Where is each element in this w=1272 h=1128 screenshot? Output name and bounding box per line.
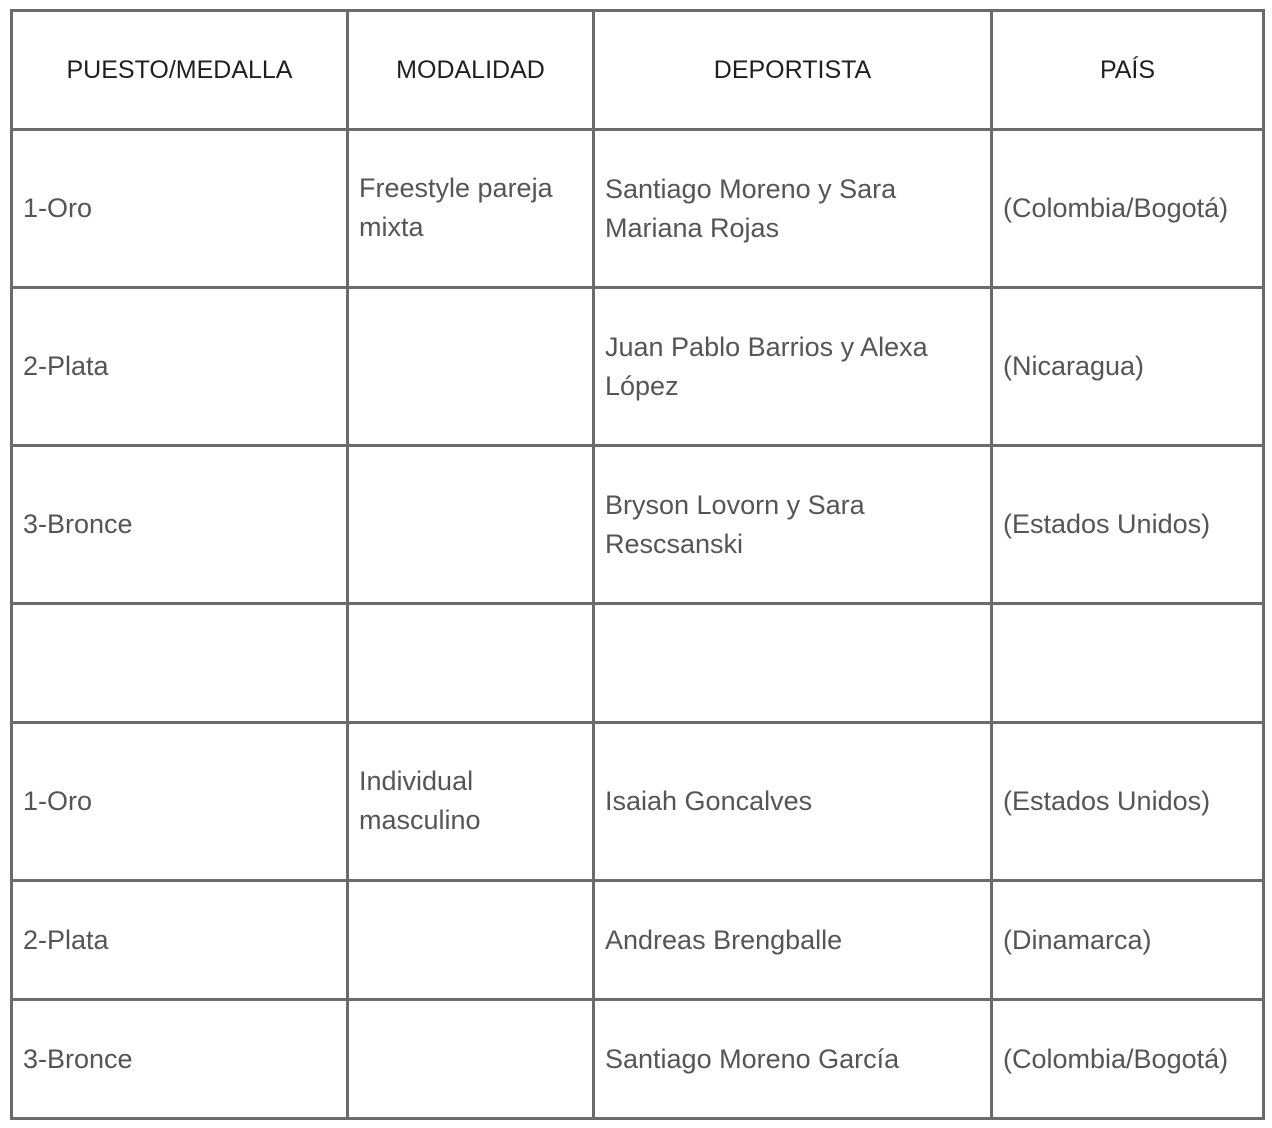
cell-modalidad	[348, 604, 594, 723]
table-row	[12, 1000, 1264, 1119]
cell-deportista: Isaiah Goncalves	[594, 723, 992, 881]
cell-deportista: Bryson Lovorn y Sara Rescsanski	[594, 446, 992, 604]
cell-modalidad: Freestyle pareja mixta	[348, 130, 594, 288]
results-table	[10, 9, 1265, 1120]
cell-puesto: 2-Plata	[12, 881, 348, 1000]
table-row	[12, 288, 1264, 446]
cell-modalidad: Individual masculino	[348, 723, 594, 881]
table-row	[12, 446, 1264, 604]
header-deportista: DEPORTISTA	[594, 11, 992, 130]
cell-pais: (Estados Unidos)	[992, 723, 1264, 881]
cell-puesto: 1-Oro	[12, 723, 348, 881]
cell-pais: (Nicaragua)	[992, 288, 1264, 446]
cell-pais: (Estados Unidos)	[992, 446, 1264, 604]
cell-deportista: Santiago Moreno García	[594, 1000, 992, 1119]
cell-modalidad	[348, 1000, 594, 1119]
cell-deportista	[594, 604, 992, 723]
cell-puesto	[12, 604, 348, 723]
cell-puesto: 3-Bronce	[12, 1000, 348, 1119]
cell-puesto: 2-Plata	[12, 288, 348, 446]
cell-puesto: 1-Oro	[12, 130, 348, 288]
table-row	[12, 881, 1264, 1000]
cell-deportista: Juan Pablo Barrios y Alexa López	[594, 288, 992, 446]
header-pais: PAÍS	[992, 11, 1264, 130]
cell-pais: (Colombia/Bogotá)	[992, 1000, 1264, 1119]
cell-deportista: Andreas Brengballe	[594, 881, 992, 1000]
cell-modalidad	[348, 288, 594, 446]
header-modalidad: MODALIDAD	[348, 11, 594, 130]
cell-pais: (Colombia/Bogotá)	[992, 130, 1264, 288]
header-puesto: PUESTO/MEDALLA	[12, 11, 348, 130]
cell-pais: (Dinamarca)	[992, 881, 1264, 1000]
cell-puesto: 3-Bronce	[12, 446, 348, 604]
cell-modalidad	[348, 446, 594, 604]
cell-deportista: Santiago Moreno y Sara Mariana Rojas	[594, 130, 992, 288]
cell-modalidad	[348, 881, 594, 1000]
table-row-empty	[12, 604, 1264, 723]
table-row	[12, 723, 1264, 881]
table-row	[12, 130, 1264, 288]
table-header-row	[12, 11, 1264, 130]
cell-pais	[992, 604, 1264, 723]
